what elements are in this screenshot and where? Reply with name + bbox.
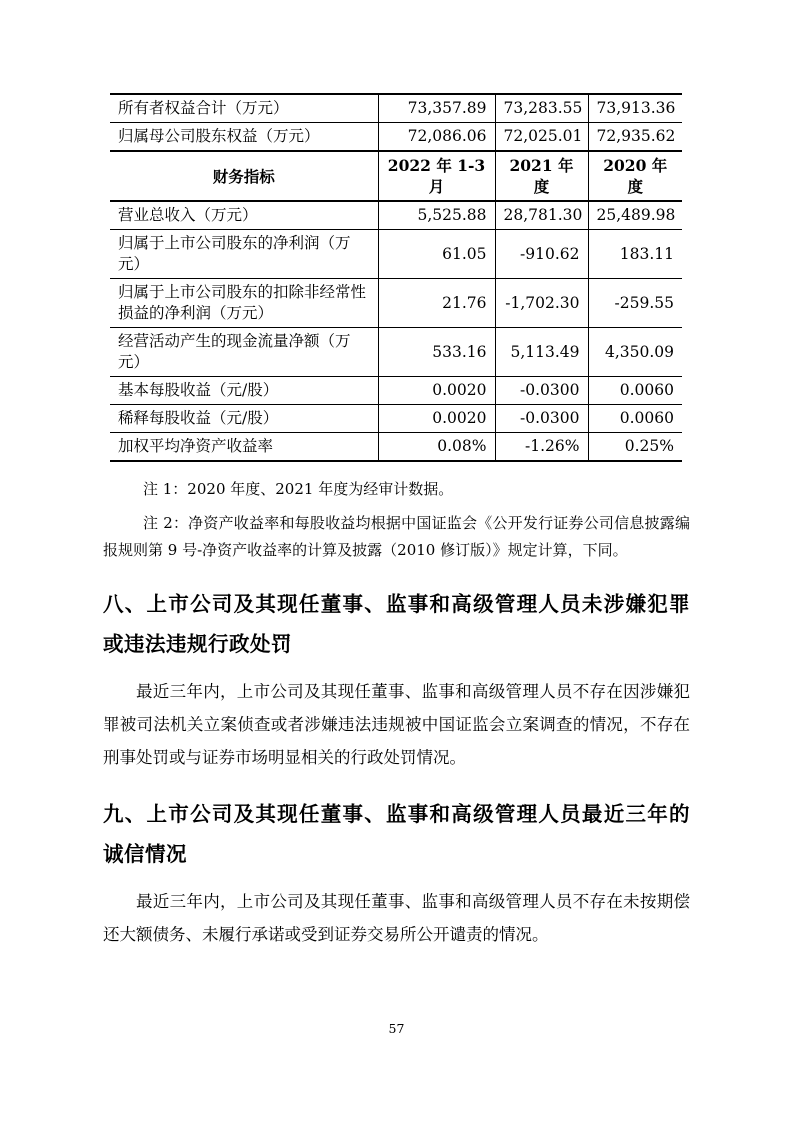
table-row: [110, 230, 682, 279]
column-header: 2022 年 1-3 月: [378, 151, 495, 201]
cell-value: 21.76: [378, 279, 495, 328]
cell-value: 28,781.30: [495, 201, 588, 230]
header-label: 财务指标: [110, 151, 378, 201]
cell-value: 0.08%: [378, 433, 495, 462]
note-2: 注 2：净资产收益率和每股收益均根据中国证监会《公开发行证券公司信息披露编报规则第 9 号-净资产收益率的计算及披露（2010 修订版）》规定计算，下同。: [103, 514, 690, 559]
row-label: 归属于上市公司股东的扣除非经常性损益的净利润（万元）: [110, 279, 378, 328]
table-row: [110, 328, 682, 377]
cell-value: 0.25%: [588, 433, 682, 462]
section-8: [103, 585, 690, 774]
cell-value: -1.26%: [495, 433, 588, 462]
cell-value: 0.0060: [588, 377, 682, 405]
cell-value: 72,086.06: [378, 123, 495, 152]
cell-value: 25,489.98: [588, 201, 682, 230]
row-label: 加权平均净资产收益率: [110, 433, 378, 462]
cell-value: 0.0020: [378, 405, 495, 433]
cell-value: -0.0300: [495, 377, 588, 405]
section-9-paragraph: 最近三年内，上市公司及其现任董事、监事和高级管理人员不存在未按期偿还大额债务、未履行承诺或受到证券交易所公开谴责的情况。: [103, 892, 690, 944]
table-row: [110, 405, 682, 433]
row-label: 归属母公司股东权益（万元）: [110, 123, 378, 152]
note-1: 注 1：2020 年度、2021 年度为经审计数据。: [143, 480, 454, 498]
cell-value: 73,913.36: [588, 94, 682, 123]
cell-value: 72,935.62: [588, 123, 682, 152]
cell-value: -0.0300: [495, 405, 588, 433]
cell-value: 73,283.55: [495, 94, 588, 123]
row-label: 经营活动产生的现金流量净额（万元）: [110, 328, 378, 377]
cell-value: 0.0020: [378, 377, 495, 405]
table-notes: [103, 476, 690, 564]
row-label: 归属于上市公司股东的净利润（万元）: [110, 230, 378, 279]
section-8-paragraph: 最近三年内，上市公司及其现任董事、监事和高级管理人员不存在因涉嫌犯罪被司法机关立案侦查或者涉嫌违法违规被中国证监会立案调查的情况，不存在刑事处罚或与证券市场明显相关的行政处罚情况。: [103, 682, 690, 767]
row-label: 营业总收入（万元）: [110, 201, 378, 230]
section-9: [103, 795, 690, 951]
column-header: 2021 年度: [495, 151, 588, 201]
table-header-row: [110, 151, 682, 201]
cell-value: 533.16: [378, 328, 495, 377]
cell-value: -259.55: [588, 279, 682, 328]
financial-indicators-table: [110, 93, 682, 462]
row-label: 基本每股收益（元/股）: [110, 377, 378, 405]
cell-value: 61.05: [378, 230, 495, 279]
table-row: [110, 433, 682, 462]
table-row: [110, 279, 682, 328]
cell-value: -910.62: [495, 230, 588, 279]
table-row: [110, 201, 682, 230]
section-8-heading: 八、上市公司及其现任董事、监事和高级管理人员未涉嫌犯罪或违法违规行政处罚: [103, 593, 690, 656]
cell-value: 5,113.49: [495, 328, 588, 377]
cell-value: 183.11: [588, 230, 682, 279]
page-number: 57: [388, 1021, 405, 1036]
table-row: [110, 94, 682, 123]
section-9-heading: 九、上市公司及其现任董事、监事和高级管理人员最近三年的诚信情况: [103, 803, 690, 866]
cell-value: 73,357.89: [378, 94, 495, 123]
table-row: [110, 377, 682, 405]
cell-value: 4,350.09: [588, 328, 682, 377]
row-label: 所有者权益合计（万元）: [110, 94, 378, 123]
cell-value: 5,525.88: [378, 201, 495, 230]
cell-value: -1,702.30: [495, 279, 588, 328]
row-label: 稀释每股收益（元/股）: [110, 405, 378, 433]
cell-value: 0.0060: [588, 405, 682, 433]
cell-value: 72,025.01: [495, 123, 588, 152]
column-header: 2020 年度: [588, 151, 682, 201]
table-row: [110, 123, 682, 152]
